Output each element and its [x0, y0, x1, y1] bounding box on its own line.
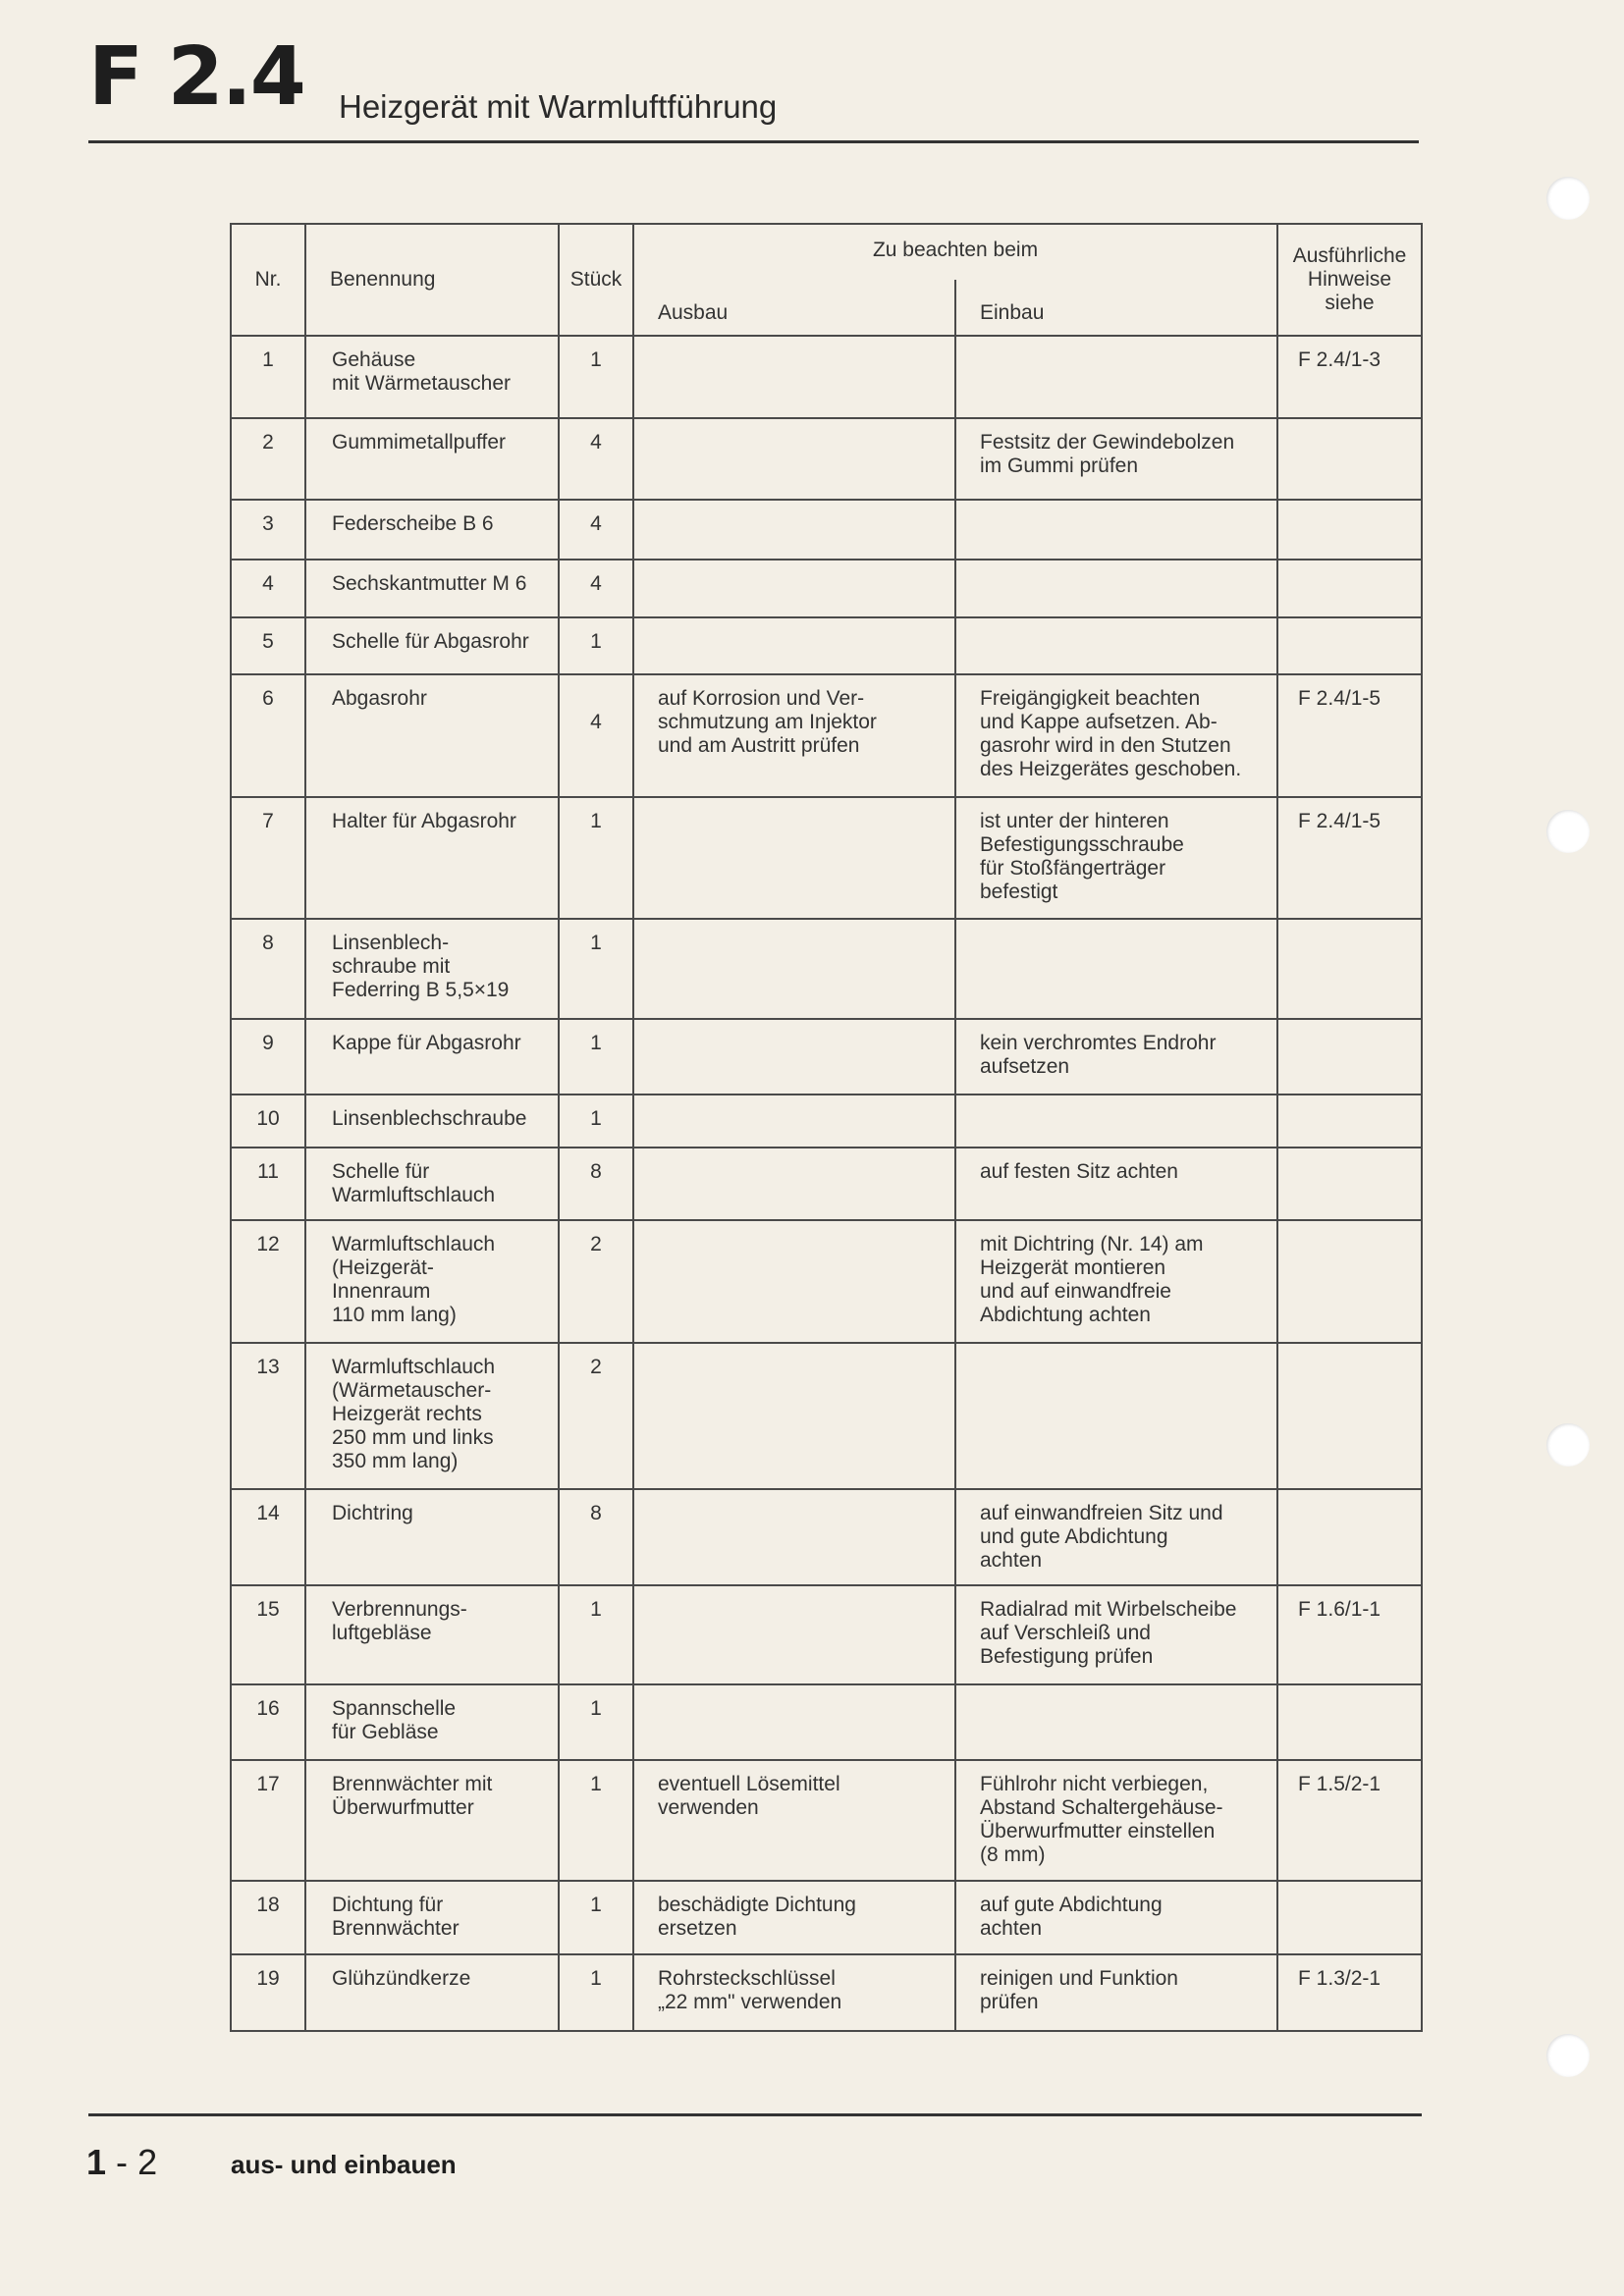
cell-qty: 8 [559, 1148, 633, 1220]
cell-ref [1277, 617, 1422, 674]
cell-nr: 8 [231, 919, 305, 1019]
parts-table [230, 223, 1423, 2032]
cell-name: Gummimetallpuffer [305, 418, 559, 499]
cell-qty: 1 [559, 1954, 633, 2031]
cell-name: Dichtring [305, 1489, 559, 1585]
cell-nr: 15 [231, 1585, 305, 1683]
page-number-dash: - [116, 2142, 129, 2182]
cell-nr: 18 [231, 1881, 305, 1953]
cell-name: Linsenblech- schraube mit Federring B 5,5×19 [305, 919, 559, 1019]
page-number-minor: 2 [137, 2142, 158, 2182]
cell-einbau: Fühlrohr nicht verbiegen, Abstand Schaltergehäuse- Überwurfmutter einstellen (8 mm) [955, 1760, 1277, 1881]
table-row [231, 1095, 1422, 1148]
cell-nr: 7 [231, 797, 305, 919]
cell-einbau: Festsitz der Gewindebolzen im Gummi prüfen [955, 418, 1277, 499]
cell-qty: 1 [559, 617, 633, 674]
cell-einbau: mit Dichtring (Nr. 14) am Heizgerät montieren und auf einwandfreie Abdichtung achten [955, 1220, 1277, 1343]
cell-name: Schelle für Warmluftschlauch [305, 1148, 559, 1220]
header-name: Benennung [305, 224, 559, 336]
cell-qty: 1 [559, 1881, 633, 1953]
cell-name: Halter für Abgasrohr [305, 797, 559, 919]
cell-ausbau [633, 336, 955, 418]
cell-ausbau: beschädigte Dichtung ersetzen [633, 1881, 955, 1953]
header-group: Zu beachten beim [633, 224, 1277, 280]
table-row [231, 1019, 1422, 1094]
cell-name: Gehäuse mit Wärmetauscher [305, 336, 559, 418]
table-row [231, 560, 1422, 617]
cell-ausbau [633, 797, 955, 919]
header-einbau: Einbau [955, 280, 1277, 336]
cell-qty: 1 [559, 1760, 633, 1881]
cell-nr: 19 [231, 1954, 305, 2031]
cell-nr: 4 [231, 560, 305, 617]
cell-qty: 4 [559, 418, 633, 499]
cell-ref [1277, 1220, 1422, 1343]
cell-qty: 4 [559, 500, 633, 560]
cell-einbau: ist unter der hinteren Befestigungsschraube für Stoßfängerträger befestigt [955, 797, 1277, 919]
cell-einbau: reinigen und Funktion prüfen [955, 1954, 1277, 2031]
cell-name: Kappe für Abgasrohr [305, 1019, 559, 1094]
page-title: Heizgerät mit Warmluftführung [339, 88, 778, 125]
cell-ausbau [633, 560, 955, 617]
cell-einbau [955, 1095, 1277, 1148]
table-row [231, 1585, 1422, 1683]
cell-ausbau [633, 919, 955, 1019]
cell-nr: 17 [231, 1760, 305, 1881]
cell-nr: 13 [231, 1343, 305, 1489]
cell-ausbau: auf Korrosion und Ver- schmutzung am Injektor und am Austritt prüfen [633, 674, 955, 796]
cell-qty: 1 [559, 919, 633, 1019]
table-row [231, 1489, 1422, 1585]
table-row [231, 1220, 1422, 1343]
cell-qty: 8 [559, 1489, 633, 1585]
cell-name: Sechskantmutter M 6 [305, 560, 559, 617]
cell-qty: 1 [559, 336, 633, 418]
cell-ref: F 2.4/1-3 [1277, 336, 1422, 418]
cell-ref [1277, 1019, 1422, 1094]
table-row [231, 1881, 1422, 1953]
cell-qty: 2 [559, 1220, 633, 1343]
cell-ref: F 1.3/2-1 [1277, 1954, 1422, 2031]
cell-ausbau: eventuell Lösemittel verwenden [633, 1760, 955, 1881]
cell-ref [1277, 418, 1422, 499]
cell-ref: F 2.4/1-5 [1277, 797, 1422, 919]
cell-ausbau: Rohrsteckschlüssel „22 mm" verwenden [633, 1954, 955, 2031]
page-number [86, 2142, 157, 2183]
cell-nr: 16 [231, 1684, 305, 1760]
cell-name: Warmluftschlauch (Wärmetauscher- Heizgerät rechts 250 mm und links 350 mm lang) [305, 1343, 559, 1489]
table-row [231, 1343, 1422, 1489]
cell-einbau: Freigängigkeit beachten und Kappe aufsetzen. Ab- gasrohr wird in den Stutzen des Heizgerätes geschoben. [955, 674, 1277, 796]
cell-nr: 9 [231, 1019, 305, 1094]
table-row [231, 1684, 1422, 1760]
table-row [231, 500, 1422, 560]
cell-ref: F 1.6/1-1 [1277, 1585, 1422, 1683]
cell-qty: 4 [559, 560, 633, 617]
table-row [231, 797, 1422, 919]
cell-nr: 5 [231, 617, 305, 674]
cell-ausbau [633, 1343, 955, 1489]
header-nr: Nr. [231, 224, 305, 336]
cell-einbau [955, 617, 1277, 674]
cell-name: Warmluftschlauch (Heizgerät- Innenraum 110 mm lang) [305, 1220, 559, 1343]
header-divider [88, 140, 1419, 143]
cell-qty: 4 [559, 674, 633, 796]
cell-ausbau [633, 1489, 955, 1585]
binder-hole [1546, 2034, 1590, 2077]
cell-name: Glühzündkerze [305, 1954, 559, 2031]
table-row [231, 336, 1422, 418]
table-row [231, 1760, 1422, 1881]
cell-ausbau [633, 1019, 955, 1094]
cell-ausbau [633, 1148, 955, 1220]
cell-nr: 2 [231, 418, 305, 499]
cell-nr: 12 [231, 1220, 305, 1343]
page-header [88, 29, 1419, 142]
cell-ref [1277, 919, 1422, 1019]
page-topic: aus- und einbauen [231, 2150, 457, 2179]
header-ref: Ausführliche Hinweise siehe [1277, 224, 1422, 336]
table-row [231, 418, 1422, 499]
parts-table-body [231, 336, 1422, 2031]
table-row [231, 617, 1422, 674]
cell-einbau: auf einwandfreien Sitz und und gute Abdichtung achten [955, 1489, 1277, 1585]
cell-nr: 11 [231, 1148, 305, 1220]
section-code: F 2.4 [88, 30, 304, 124]
cell-name: Brennwächter mit Überwurfmutter [305, 1760, 559, 1881]
cell-einbau [955, 500, 1277, 560]
cell-einbau: kein verchromtes Endrohr aufsetzen [955, 1019, 1277, 1094]
cell-ausbau [633, 1095, 955, 1148]
cell-name: Federscheibe B 6 [305, 500, 559, 560]
cell-ausbau [633, 500, 955, 560]
cell-ref [1277, 1095, 1422, 1148]
cell-einbau: auf festen Sitz achten [955, 1148, 1277, 1220]
cell-ref [1277, 1148, 1422, 1220]
cell-name: Dichtung für Brennwächter [305, 1881, 559, 1953]
cell-einbau: auf gute Abdichtung achten [955, 1881, 1277, 1953]
cell-ref [1277, 1343, 1422, 1489]
cell-nr: 14 [231, 1489, 305, 1585]
cell-ausbau [633, 1220, 955, 1343]
table-row [231, 674, 1422, 796]
cell-ausbau [633, 617, 955, 674]
cell-ref: F 1.5/2-1 [1277, 1760, 1422, 1881]
cell-qty: 1 [559, 1585, 633, 1683]
cell-qty: 2 [559, 1343, 633, 1489]
cell-einbau [955, 1684, 1277, 1760]
cell-nr: 6 [231, 674, 305, 796]
cell-ref: F 2.4/1-5 [1277, 674, 1422, 796]
cell-ausbau [633, 418, 955, 499]
cell-name: Spannschelle für Gebläse [305, 1684, 559, 1760]
cell-qty: 1 [559, 1095, 633, 1148]
cell-name: Verbrennungs- luftgebläse [305, 1585, 559, 1683]
cell-nr: 1 [231, 336, 305, 418]
binder-hole [1546, 1423, 1590, 1467]
cell-qty: 1 [559, 797, 633, 919]
binder-hole [1546, 177, 1590, 220]
cell-name: Schelle für Abgasrohr [305, 617, 559, 674]
table-row [231, 1148, 1422, 1220]
cell-nr: 3 [231, 500, 305, 560]
cell-ref [1277, 500, 1422, 560]
cell-einbau [955, 919, 1277, 1019]
cell-einbau [955, 560, 1277, 617]
cell-qty: 1 [559, 1684, 633, 1760]
table-row [231, 919, 1422, 1019]
cell-ausbau [633, 1684, 955, 1760]
cell-name: Linsenblechschraube [305, 1095, 559, 1148]
header-ausbau: Ausbau [633, 280, 955, 336]
cell-ref [1277, 1881, 1422, 1953]
table-row [231, 1954, 1422, 2031]
footer-divider [88, 2113, 1422, 2116]
binder-hole [1546, 810, 1590, 853]
cell-ref [1277, 1684, 1422, 1760]
cell-einbau [955, 1343, 1277, 1489]
cell-nr: 10 [231, 1095, 305, 1148]
cell-einbau: Radialrad mit Wirbelscheibe auf Verschleiß und Befestigung prüfen [955, 1585, 1277, 1683]
cell-einbau [955, 336, 1277, 418]
page-number-major: 1 [86, 2142, 107, 2182]
cell-ref [1277, 1489, 1422, 1585]
header-qty: Stück [559, 224, 633, 336]
cell-qty: 1 [559, 1019, 633, 1094]
cell-ausbau [633, 1585, 955, 1683]
cell-name: Abgasrohr [305, 674, 559, 796]
cell-ref [1277, 560, 1422, 617]
